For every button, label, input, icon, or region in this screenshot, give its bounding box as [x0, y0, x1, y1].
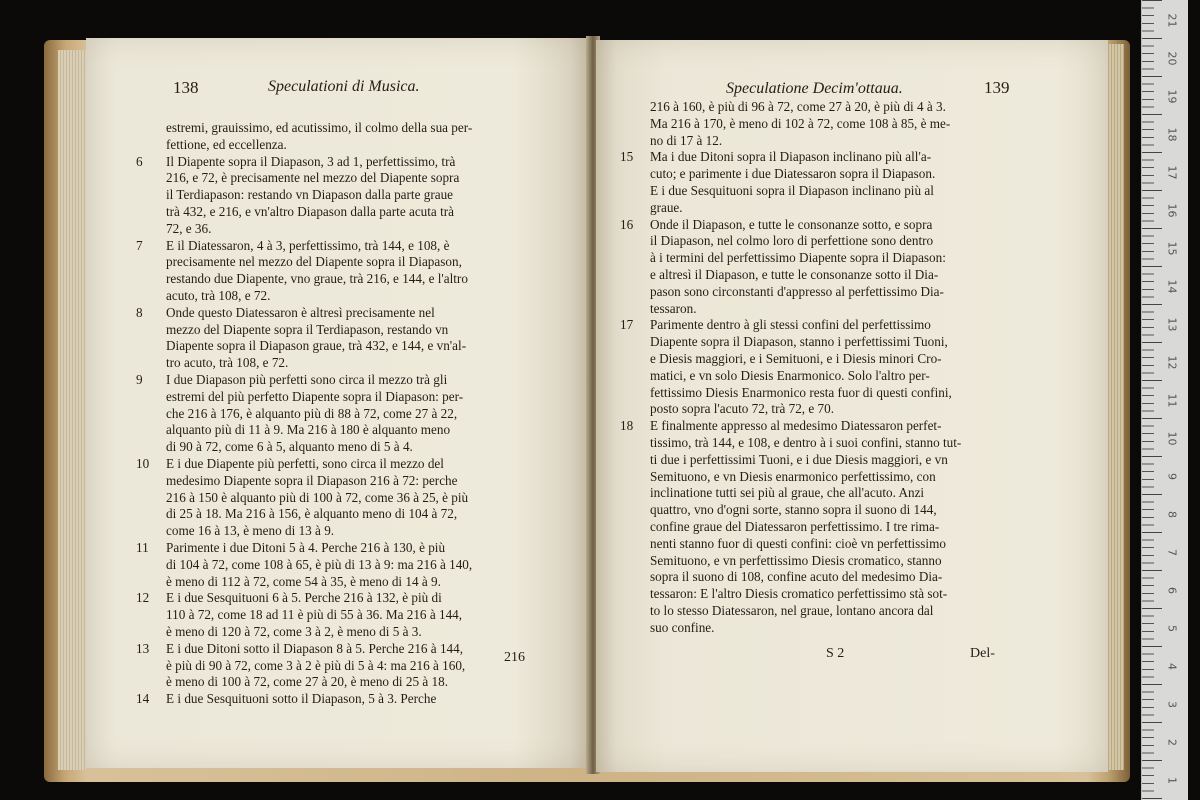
- paragraph-number: 9: [136, 371, 143, 387]
- right-text-block: [620, 99, 962, 637]
- line-text: to lo stesso Diatessaron, nel graue, lontano ancora dal: [650, 602, 934, 618]
- text-line: [650, 99, 961, 116]
- text-line: [620, 418, 961, 435]
- right-catchword: Del-: [970, 646, 995, 661]
- ruler-number: 9: [1165, 473, 1179, 480]
- ruler-number: 6: [1165, 587, 1179, 594]
- paragraph-number: 13: [136, 640, 150, 656]
- ruler-number: 13: [1165, 317, 1179, 332]
- line-text: no di 17 à 12.: [650, 132, 723, 148]
- line-text: è più di 90 à 72, come 3 à 2 è più di 5 à 4: ma 216 à 160,: [166, 657, 466, 673]
- ruler-number: 1: [1165, 777, 1179, 784]
- ruler-number: 17: [1165, 165, 1179, 180]
- text-line: [650, 368, 961, 385]
- text-line: [650, 401, 961, 418]
- line-text: Semituono, e vn perfettissimo Diesis cromatico, stanno: [650, 552, 942, 568]
- line-text: è meno di 120 à 72, come 3 à 2, è meno di 5 à 3.: [166, 623, 422, 639]
- line-text: di 25 à 18. Ma 216 à 156, è alquanto meno di 104 à 72,: [166, 506, 458, 522]
- line-text: trà 432, e 216, e vn'altro Diapason dalla parte acuta trà: [166, 203, 454, 219]
- line-text: E i due Ditoni sotto il Diapason 8 à 5. Perche 216 à 144,: [166, 640, 464, 656]
- text-line: [166, 187, 472, 204]
- line-text: quattro, vno d'ogni sorte, stanno sopra il suono di 144,: [650, 502, 937, 518]
- text-line: [650, 603, 961, 620]
- line-text: che 216 à 176, è alquanto più di 88 à 72, come 27 à 22,: [166, 405, 458, 421]
- ruler-number: 8: [1165, 511, 1179, 518]
- ruler-number: 7: [1165, 549, 1179, 556]
- text-line: [620, 216, 961, 234]
- text-line: [166, 254, 472, 271]
- line-text: fettione, ed eccellenza.: [166, 136, 287, 152]
- left-folio: 138: [173, 78, 199, 97]
- line-text: tessaron.: [650, 300, 697, 316]
- text-line: [620, 317, 961, 334]
- line-text: Ma 216 à 170, è meno di 102 à 72, come 108 à 85, è me-: [650, 115, 951, 131]
- left-catchword: 216: [504, 650, 525, 665]
- line-text: 216 à 150 è alquanto più di 100 à 72, come 36 à 25, è più: [166, 489, 469, 505]
- text-line: [650, 351, 961, 368]
- line-text: 216, e 72, è precisamente nel mezzo del Diapente sopra: [166, 170, 460, 186]
- ruler-number: 14: [1165, 279, 1179, 294]
- text-line: [650, 116, 961, 133]
- paragraph-number: 15: [620, 149, 634, 165]
- paragraph-number: 18: [620, 418, 634, 434]
- text-line: [166, 523, 472, 540]
- line-text: Semituono, e vn Diesis enarmonico perfettissimo, con: [650, 468, 936, 484]
- text-line: [136, 304, 472, 322]
- text-line: [650, 620, 961, 637]
- ruler-number: 18: [1165, 127, 1179, 142]
- line-text: à i termini del perfettissimo Diapente sopra il Diapason:: [650, 250, 946, 266]
- ruler-number: 19: [1165, 89, 1179, 104]
- text-line: [650, 200, 961, 217]
- text-line: [166, 271, 472, 288]
- text-line: [166, 624, 472, 641]
- ruler-number: 16: [1165, 203, 1179, 218]
- ruler-number: 21: [1165, 13, 1179, 28]
- text-line: [166, 204, 472, 221]
- line-text: acuto, trà 108, e 72.: [166, 287, 271, 303]
- text-line: [166, 574, 472, 591]
- line-text: sopra il suono di 108, confine acuto del medesimo Dia-: [650, 569, 943, 585]
- right-running-head: Speculatione Decim'ottaua.: [726, 80, 903, 97]
- ruler-number: 3: [1165, 701, 1179, 708]
- text-line: [136, 691, 472, 708]
- line-text: E i due Sesquituoni sotto il Diapason, 5 à 3. Perche: [166, 691, 437, 707]
- line-text: I due Diapason più perfetti sono circa il mezzo trà gli: [166, 371, 448, 387]
- line-text: tissimo, trà 144, e 108, e dentro à i suoi confini, stanno tut-: [650, 434, 962, 450]
- text-line: [650, 233, 961, 250]
- text-line: [650, 301, 961, 318]
- line-text: Onde il Diapason, e tutte le consonanze sotto, e sopra: [650, 216, 933, 232]
- text-line: [650, 267, 961, 284]
- line-text: di 104 à 72, come 108 à 65, è più di 13 à 9: ma 216 à 140,: [166, 556, 473, 572]
- line-text: 72, e 36.: [166, 220, 212, 236]
- text-line: [650, 284, 961, 301]
- line-text: Diapente sopra il Diapason graue, trà 432, e 144, e vn'al-: [166, 338, 467, 354]
- line-text: pason sono circonstanti d'appresso al perfettissimo Dia-: [650, 283, 944, 299]
- line-text: Parimente i due Ditoni 5 à 4. Perche 216 à 130, è più: [166, 539, 446, 555]
- line-text: come 16 à 13, è meno di 13 à 9.: [166, 523, 335, 539]
- ruler-number: 2: [1165, 739, 1179, 746]
- ruler-number: 4: [1165, 663, 1179, 670]
- line-text: inclinatione tutti sei più al graue, che all'acuto. Anzi: [650, 485, 925, 501]
- line-text: mezzo del Diapente sopra il Terdiapason, restando vn: [166, 321, 449, 337]
- text-line: [166, 221, 472, 238]
- ruler-number: 12: [1165, 355, 1179, 370]
- paragraph-number: 6: [136, 153, 143, 169]
- text-line: [650, 519, 961, 536]
- line-text: estremi, grauissimo, ed acutissimo, il colmo della sua per-: [166, 120, 473, 135]
- library-watermark: [400, 350, 660, 510]
- text-line: [650, 435, 961, 452]
- text-line: [650, 250, 961, 267]
- line-text: e altresì il Diapason, e tutte le consonanze sotto il Dia-: [650, 266, 939, 282]
- line-text: il Terdiapason: restando vn Diapason dalla parte graue: [166, 187, 454, 203]
- text-line: [166, 120, 472, 137]
- text-line: [136, 153, 472, 171]
- line-text: E finalmente appresso al medesimo Diatessaron perfet-: [650, 418, 942, 434]
- line-text: confine graue del Diatessaron perfettissimo. I tre rima-: [650, 518, 940, 534]
- paragraph-number: 16: [620, 216, 634, 232]
- text-line: [166, 170, 472, 187]
- line-text: estremi del più perfetto Diapente sopra il Diapason: per-: [166, 388, 464, 404]
- ruler-number: 15: [1165, 241, 1179, 256]
- line-text: di 90 à 72, come 6 à 5, alquanto meno di 5 à 4.: [166, 439, 413, 455]
- text-line: [166, 674, 472, 691]
- ruler-major-ticks: [1142, 0, 1162, 800]
- paragraph-number: 12: [136, 590, 150, 606]
- line-text: e Diesis maggiori, e i Semituoni, e i Diesis minori Cro-: [650, 350, 942, 366]
- text-line: [650, 469, 961, 486]
- text-line: [136, 539, 472, 557]
- text-line: [650, 502, 961, 519]
- text-line: [650, 133, 961, 150]
- line-text: Parimente dentro à gli stessi confini del perfettissimo: [650, 317, 931, 333]
- text-line: [166, 607, 472, 624]
- line-text: restando due Diapente, vno graue, trà 216, e 144, e l'altro: [166, 271, 468, 287]
- text-line: [166, 658, 472, 675]
- text-line: [166, 322, 472, 339]
- paragraph-number: 7: [136, 237, 143, 253]
- paragraph-number: 10: [136, 455, 150, 471]
- line-text: alquanto più di 11 à 9. Ma 216 à 180 è alquanto meno: [166, 422, 451, 438]
- text-line: [650, 452, 961, 469]
- line-text: graue.: [650, 199, 683, 215]
- paragraph-number: 8: [136, 304, 143, 320]
- text-line: [650, 536, 961, 553]
- text-line: [136, 237, 472, 255]
- paragraph-number: 11: [136, 539, 149, 555]
- line-text: precisamente nel mezzo del Diapente sopra il Diapason,: [166, 254, 462, 270]
- line-text: cuto; e parimente i due Diatessaron sopra il Diapason.: [650, 166, 936, 182]
- line-text: è meno di 100 à 72, come 27 à 20, è meno di 25 à 18.: [166, 674, 448, 690]
- line-text: Il Diapente sopra il Diapason, 3 ad 1, perfettissimo, trà: [166, 153, 456, 169]
- text-line: [136, 640, 472, 658]
- line-text: Ma i due Ditoni sopra il Diapason inclinano più all'a-: [650, 149, 932, 165]
- line-text: E i due Sesquituoni 6 à 5. Perche 216 à 132, è più di: [166, 590, 442, 606]
- paragraph-number: 14: [136, 691, 150, 707]
- line-text: Diapente sopra il Diapason, stanno i perfettissimi Tuoni,: [650, 334, 948, 350]
- measuring-ruler: [1141, 0, 1188, 800]
- ruler-number: 10: [1165, 431, 1179, 446]
- text-line: [650, 385, 961, 402]
- right-folio: 139: [984, 78, 1010, 97]
- text-line: [650, 166, 961, 183]
- text-line: [650, 334, 961, 351]
- line-text: 216 à 160, è più di 96 à 72, come 27 à 20, è più di 4 à 3.: [650, 99, 946, 114]
- text-line: [166, 137, 472, 154]
- text-line: [650, 485, 961, 502]
- line-text: tro acuto, trà 108, e 72.: [166, 355, 289, 371]
- page-edges-right: [1106, 44, 1124, 770]
- line-text: il Diapason, nel colmo loro di perfettione sono dentro: [650, 233, 934, 249]
- ruler-number: 20: [1165, 51, 1179, 66]
- line-text: fettissimo Diesis Enarmonico resta fuor di questi confini,: [650, 384, 952, 400]
- line-text: medesimo Diapente sopra il Diapason 216 à 72: perche: [166, 472, 458, 488]
- text-line: [650, 183, 961, 200]
- line-text: E i due Diapente più perfetti, sono circa il mezzo del: [166, 455, 444, 471]
- line-text: è meno di 112 à 72, come 54 à 35, è meno di 14 à 9.: [166, 573, 441, 589]
- line-text: 110 à 72, come 18 ad 11 è più di 55 à 36. Ma 216 à 144,: [166, 607, 463, 623]
- text-line: [166, 288, 472, 305]
- paragraph-number: 17: [620, 317, 634, 333]
- line-text: posto sopra l'acuto 72, trà 72, e 70.: [650, 401, 835, 417]
- left-running-head: Speculationi di Musica.: [268, 78, 420, 95]
- text-line: [650, 553, 961, 570]
- text-line: [620, 149, 961, 166]
- text-line: [136, 590, 472, 607]
- text-line: [166, 557, 472, 574]
- ruler-number: 11: [1165, 393, 1179, 408]
- line-text: E il Diatessaron, 4 à 3, perfettissimo, trà 144, e 108, è: [166, 237, 450, 253]
- signature-mark: S 2: [826, 646, 845, 661]
- text-line: [650, 586, 961, 603]
- line-text: matici, e vn solo Diesis Enarmonico. Solo l'altro per-: [650, 367, 930, 383]
- line-text: E i due Sesquituoni sopra il Diapason inclinano più al: [650, 182, 934, 198]
- line-text: Onde questo Diatessaron è altresì precisamente nel: [166, 304, 435, 320]
- text-line: [650, 569, 961, 586]
- line-text: tessaron: E l'altro Diesis cromatico perfettissimo stà sot-: [650, 586, 948, 602]
- line-text: ti due i perfettissimi Tuoni, e i due Diesis maggiori, e vn: [650, 451, 948, 467]
- line-text: nenti stanno fuor di questi confini: cioè vn perfettissimo: [650, 535, 946, 551]
- line-text: suo confine.: [650, 619, 715, 635]
- page-edges-left: [58, 50, 86, 770]
- ruler-number: 5: [1165, 625, 1179, 632]
- right-page: [596, 40, 1108, 772]
